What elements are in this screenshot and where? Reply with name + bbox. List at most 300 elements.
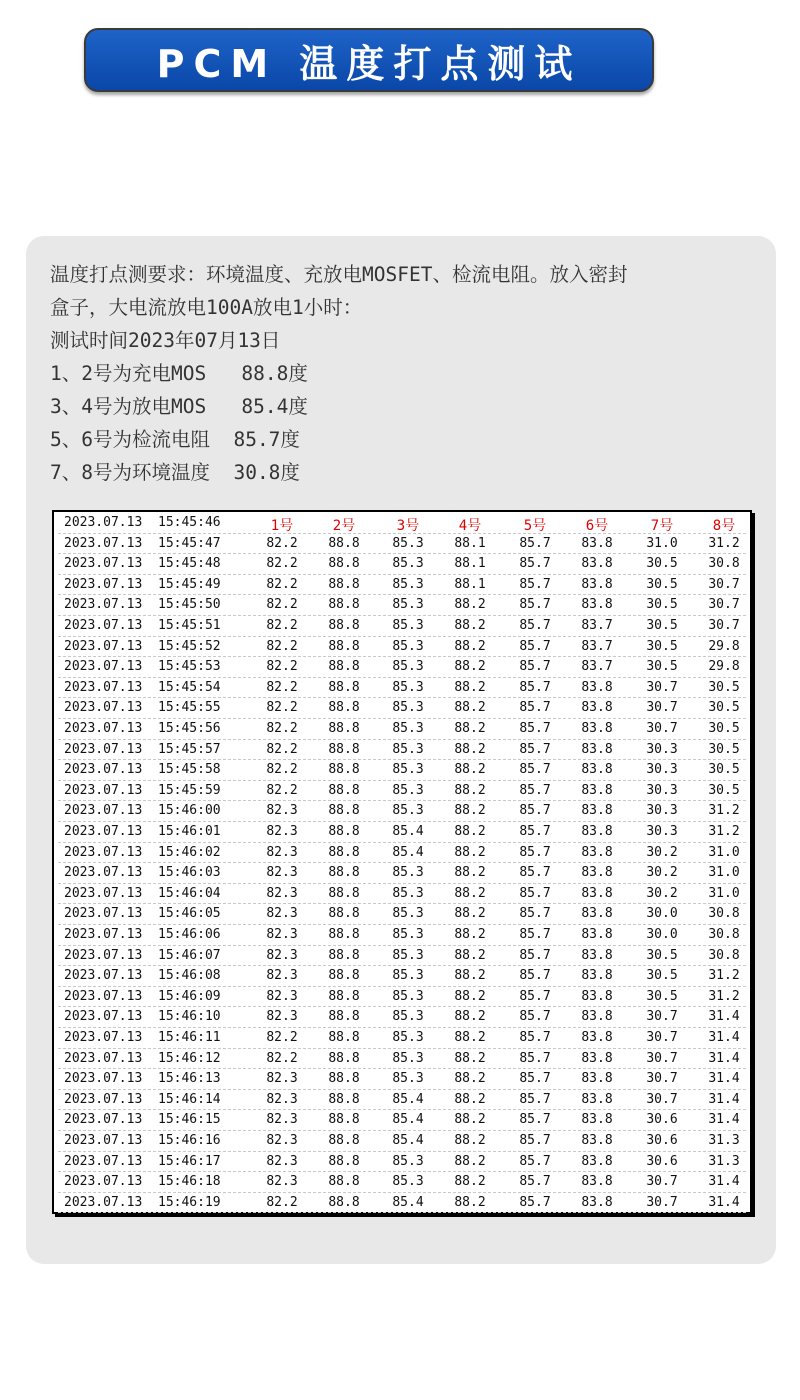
sensor-8-value: 31.4 (708, 1009, 740, 1025)
sensor-5-value: 85.7 (519, 803, 551, 819)
date-cell: 2023.07.13 (64, 679, 143, 695)
sensor-5-value: 85.7 (519, 700, 551, 716)
sensor-6-value: 83.8 (581, 927, 613, 942)
sensor-7-value: 30.7 (646, 1174, 678, 1190)
sensor-6-value: 83.8 (581, 741, 613, 757)
sensor-1-value: 82.2 (266, 638, 298, 654)
sensor-8-value: 30.8 (708, 906, 740, 922)
time-cell: 15:45:57 (158, 741, 221, 757)
sensor-5-value: 85.7 (519, 721, 551, 736)
sensor-5-value: 85.7 (519, 782, 551, 798)
note-line: 测试时间2023年07月13日 (50, 329, 281, 352)
sensor-4-value: 88.2 (454, 906, 486, 922)
sensor-2-value: 88.8 (328, 535, 360, 551)
sensor-7-value: 30.7 (646, 1071, 678, 1087)
sensor-4-value: 88.2 (454, 844, 486, 860)
table-row (58, 1131, 746, 1152)
sensor-4-value: 88.2 (454, 803, 486, 819)
sensor-1-value: 82.2 (266, 576, 298, 592)
date-cell: 2023.07.13 (64, 1030, 143, 1045)
sensor-1-value: 82.3 (266, 1112, 298, 1128)
sensor-4-value: 88.2 (454, 659, 486, 675)
table-row (58, 904, 746, 925)
table-header-row (58, 513, 746, 534)
time-cell: 15:46:14 (158, 1091, 221, 1107)
sensor-label-5: 5号 (523, 518, 547, 534)
sensor-3-value: 85.3 (392, 1071, 424, 1087)
sensor-5-value: 85.7 (519, 1174, 551, 1190)
sensor-7-value: 30.3 (646, 803, 678, 819)
sensor-1-value: 82.2 (266, 679, 298, 695)
table-row (58, 884, 746, 905)
time-cell: 15:46:02 (158, 844, 221, 860)
sensor-2-value: 88.8 (328, 1030, 360, 1045)
table-row (58, 925, 746, 946)
time-cell: 15:45:52 (158, 638, 221, 654)
sensor-5-value: 85.7 (519, 576, 551, 592)
sensor-1-value: 82.3 (266, 1071, 298, 1087)
sensor-1-value: 82.2 (266, 618, 298, 633)
temperature-log-table (52, 510, 752, 1214)
sensor-5-value: 85.7 (519, 906, 551, 922)
sensor-2-value: 88.8 (328, 1133, 360, 1148)
header-time-cell: 15:45:46 (158, 515, 221, 530)
sensor-4-value: 88.2 (454, 1091, 486, 1107)
table-row (58, 863, 746, 884)
sensor-6-value: 83.8 (581, 1050, 613, 1066)
table-row (58, 719, 746, 740)
sensor-3-value: 85.4 (392, 1133, 424, 1148)
sensor-7-value: 30.7 (646, 1050, 678, 1066)
sensor-5-value: 85.7 (519, 1071, 551, 1087)
sensor-1-value: 82.2 (266, 721, 298, 736)
time-cell: 15:45:49 (158, 576, 221, 592)
sensor-1-value: 82.3 (266, 1009, 298, 1025)
sensor-2-value: 88.8 (328, 803, 360, 819)
sensor-3-value: 85.3 (392, 618, 424, 633)
sensor-1-value: 82.2 (266, 556, 298, 572)
date-cell: 2023.07.13 (64, 947, 143, 963)
sensor-4-value: 88.2 (454, 721, 486, 736)
table-row (58, 946, 746, 967)
sensor-3-value: 85.3 (392, 988, 424, 1004)
sensor-5-value: 85.7 (519, 927, 551, 942)
time-cell: 15:46:00 (158, 803, 221, 819)
sensor-5-value: 85.7 (519, 865, 551, 881)
note-line: 盒子，大电流放电100A放电1小时： (50, 296, 363, 319)
table-row (58, 822, 746, 843)
sensor-2-value: 88.8 (328, 700, 360, 716)
sensor-3-value: 85.4 (392, 1112, 424, 1128)
sensor-8-value: 30.7 (708, 576, 740, 592)
sensor-5-value: 85.7 (519, 659, 551, 675)
sensor-2-value: 88.8 (328, 865, 360, 881)
sensor-8-value: 31.2 (708, 535, 740, 551)
sensor-5-value: 85.7 (519, 597, 551, 613)
sensor-2-value: 88.8 (328, 782, 360, 798)
sensor-6-value: 83.8 (581, 824, 613, 839)
sensor-7-value: 30.6 (646, 1153, 678, 1169)
table-row (58, 1152, 746, 1173)
sensor-6-value: 83.8 (581, 968, 613, 984)
note-line: 3、4号为放电MOS 85.4度 (50, 395, 308, 418)
sensor-4-value: 88.2 (454, 762, 486, 778)
date-cell: 2023.07.13 (64, 556, 143, 572)
table-row (58, 1069, 746, 1090)
sensor-7-value: 30.2 (646, 865, 678, 881)
table-row (58, 1028, 746, 1049)
sensor-7-value: 30.2 (646, 844, 678, 860)
title-banner (84, 28, 654, 92)
sensor-2-value: 88.8 (328, 927, 360, 942)
sensor-2-value: 88.8 (328, 968, 360, 984)
sensor-8-value: 31.2 (708, 824, 740, 839)
sensor-1-value: 82.3 (266, 844, 298, 860)
time-cell: 15:46:04 (158, 885, 221, 901)
time-cell: 15:45:59 (158, 782, 221, 798)
time-cell: 15:45:47 (158, 535, 221, 551)
sensor-7-value: 30.5 (646, 968, 678, 984)
table-row (58, 1193, 746, 1214)
sensor-7-value: 30.5 (646, 556, 678, 572)
note-line: 1、2号为充电MOS 88.8度 (50, 362, 308, 385)
sensor-5-value: 85.7 (519, 618, 551, 633)
sensor-8-value: 31.3 (708, 1133, 740, 1148)
sensor-8-value: 31.4 (708, 1071, 740, 1087)
sensor-2-value: 88.8 (328, 638, 360, 654)
sensor-6-value: 83.8 (581, 679, 613, 695)
date-cell: 2023.07.13 (64, 1112, 143, 1128)
date-cell: 2023.07.13 (64, 597, 143, 613)
sensor-6-value: 83.8 (581, 576, 613, 592)
sensor-2-value: 88.8 (328, 576, 360, 592)
sensor-7-value: 30.3 (646, 824, 678, 839)
sensor-2-value: 88.8 (328, 1153, 360, 1169)
sensor-7-value: 30.5 (646, 638, 678, 654)
date-cell: 2023.07.13 (64, 741, 143, 757)
date-cell: 2023.07.13 (64, 1174, 143, 1190)
sensor-8-value: 31.2 (708, 968, 740, 984)
time-cell: 15:45:48 (158, 556, 221, 572)
sensor-5-value: 85.7 (519, 988, 551, 1004)
sensor-4-value: 88.2 (454, 1194, 486, 1210)
sensor-3-value: 85.3 (392, 782, 424, 798)
date-cell: 2023.07.13 (64, 782, 143, 798)
note-line: 5、6号为检流电阻 85.7度 (50, 428, 300, 451)
sensor-label-6: 6号 (585, 518, 609, 534)
sensor-5-value: 85.7 (519, 1091, 551, 1107)
sensor-6-value: 83.8 (581, 1112, 613, 1128)
table-row (58, 760, 746, 781)
sensor-4-value: 88.2 (454, 638, 486, 654)
table-row (58, 1007, 746, 1028)
sensor-8-value: 30.7 (708, 597, 740, 613)
sensor-label-8: 8号 (712, 518, 736, 534)
sensor-6-value: 83.8 (581, 844, 613, 860)
sensor-3-value: 85.3 (392, 659, 424, 675)
sensor-1-value: 82.2 (266, 597, 298, 613)
time-cell: 15:46:19 (158, 1194, 221, 1210)
sensor-3-value: 85.3 (392, 741, 424, 757)
sensor-8-value: 31.4 (708, 1050, 740, 1066)
sensor-4-value: 88.2 (454, 782, 486, 798)
time-cell: 15:45:50 (158, 597, 221, 613)
sensor-1-value: 82.3 (266, 968, 298, 984)
sensor-8-value: 30.8 (708, 927, 740, 942)
sensor-8-value: 30.5 (708, 679, 740, 695)
sensor-4-value: 88.2 (454, 1009, 486, 1025)
sensor-5-value: 85.7 (519, 1153, 551, 1169)
date-cell: 2023.07.13 (64, 865, 143, 881)
sensor-8-value: 31.4 (708, 1030, 740, 1045)
sensor-8-value: 31.4 (708, 1174, 740, 1190)
sensor-7-value: 30.5 (646, 659, 678, 675)
sensor-6-value: 83.8 (581, 1133, 613, 1148)
date-cell: 2023.07.13 (64, 927, 143, 942)
sensor-6-value: 83.7 (581, 618, 613, 633)
time-cell: 15:46:15 (158, 1112, 221, 1128)
sensor-2-value: 88.8 (328, 679, 360, 695)
sensor-8-value: 30.8 (708, 556, 740, 572)
sensor-6-value: 83.8 (581, 1153, 613, 1169)
time-cell: 15:46:06 (158, 927, 221, 942)
time-cell: 15:46:08 (158, 968, 221, 984)
note-line: 7、8号为环境温度 30.8度 (50, 461, 300, 484)
sensor-2-value: 88.8 (328, 762, 360, 778)
sensor-label-4: 4号 (458, 518, 482, 534)
time-cell: 15:45:51 (158, 618, 221, 633)
time-cell: 15:46:07 (158, 947, 221, 963)
date-cell: 2023.07.13 (64, 1071, 143, 1087)
sensor-6-value: 83.8 (581, 535, 613, 551)
date-cell: 2023.07.13 (64, 1091, 143, 1107)
time-cell: 15:46:11 (158, 1030, 221, 1045)
time-cell: 15:46:03 (158, 865, 221, 881)
sensor-2-value: 88.8 (328, 659, 360, 675)
sensor-8-value: 31.3 (708, 1153, 740, 1169)
date-cell: 2023.07.13 (64, 844, 143, 860)
table-row (58, 781, 746, 802)
note-line: 温度打点测要求：环境温度、充放电MOSFET、检流电阻。放入密封 (50, 263, 628, 286)
sensor-3-value: 85.3 (392, 1153, 424, 1169)
sensor-2-value: 88.8 (328, 1194, 360, 1210)
sensor-4-value: 88.2 (454, 1153, 486, 1169)
sensor-3-value: 85.3 (392, 885, 424, 901)
sensor-7-value: 30.3 (646, 782, 678, 798)
sensor-3-value: 85.4 (392, 1091, 424, 1107)
sensor-7-value: 30.7 (646, 1009, 678, 1025)
sensor-1-value: 82.3 (266, 1153, 298, 1169)
sensor-8-value: 31.4 (708, 1194, 740, 1210)
time-cell: 15:46:05 (158, 906, 221, 922)
sensor-4-value: 88.2 (454, 968, 486, 984)
sensor-5-value: 85.7 (519, 1030, 551, 1045)
table-row (58, 966, 746, 987)
date-cell: 2023.07.13 (64, 824, 143, 839)
sensor-3-value: 85.3 (392, 906, 424, 922)
sensor-6-value: 83.8 (581, 721, 613, 736)
sensor-5-value: 85.7 (519, 1112, 551, 1128)
sensor-5-value: 85.7 (519, 1050, 551, 1066)
sensor-label-2: 2号 (332, 518, 356, 534)
table-row (58, 698, 746, 719)
table-row (58, 554, 746, 575)
sensor-1-value: 82.3 (266, 865, 298, 881)
sensor-4-value: 88.2 (454, 700, 486, 716)
sensor-4-value: 88.1 (454, 556, 486, 572)
sensor-5-value: 85.7 (519, 968, 551, 984)
table-row (58, 987, 746, 1008)
sensor-4-value: 88.2 (454, 1050, 486, 1066)
sensor-3-value: 85.3 (392, 865, 424, 881)
sensor-8-value: 31.2 (708, 803, 740, 819)
sensor-3-value: 85.3 (392, 1009, 424, 1025)
sensor-7-value: 30.7 (646, 1030, 678, 1045)
date-cell: 2023.07.13 (64, 659, 143, 675)
sensor-8-value: 29.8 (708, 659, 740, 675)
date-cell: 2023.07.13 (64, 762, 143, 778)
sensor-2-value: 88.8 (328, 988, 360, 1004)
sensor-1-value: 82.3 (266, 824, 298, 839)
sensor-2-value: 88.8 (328, 597, 360, 613)
sensor-6-value: 83.8 (581, 762, 613, 778)
sensor-4-value: 88.2 (454, 865, 486, 881)
sensor-1-value: 82.3 (266, 927, 298, 942)
sensor-8-value: 30.5 (708, 721, 740, 736)
table-row (58, 657, 746, 678)
sensor-4-value: 88.2 (454, 947, 486, 963)
table-row (58, 637, 746, 658)
date-cell: 2023.07.13 (64, 885, 143, 901)
sensor-5-value: 85.7 (519, 638, 551, 654)
sensor-3-value: 85.3 (392, 721, 424, 736)
sensor-7-value: 31.0 (646, 535, 678, 551)
sensor-6-value: 83.8 (581, 885, 613, 901)
time-cell: 15:46:12 (158, 1050, 221, 1066)
sensor-1-value: 82.3 (266, 803, 298, 819)
sensor-2-value: 88.8 (328, 618, 360, 633)
sensor-8-value: 30.7 (708, 618, 740, 633)
sensor-1-value: 82.3 (266, 1174, 298, 1190)
sensor-7-value: 30.3 (646, 741, 678, 757)
table-row (58, 740, 746, 761)
sensor-6-value: 83.7 (581, 638, 613, 654)
sensor-4-value: 88.1 (454, 576, 486, 592)
sensor-5-value: 85.7 (519, 844, 551, 860)
date-cell: 2023.07.13 (64, 1009, 143, 1025)
date-cell: 2023.07.13 (64, 618, 143, 633)
sensor-4-value: 88.2 (454, 1174, 486, 1190)
sensor-5-value: 85.7 (519, 535, 551, 551)
sensor-8-value: 30.5 (708, 782, 740, 798)
sensor-7-value: 30.7 (646, 679, 678, 695)
sensor-7-value: 30.5 (646, 988, 678, 1004)
sensor-7-value: 30.5 (646, 597, 678, 613)
sensor-5-value: 85.7 (519, 679, 551, 695)
time-cell: 15:45:54 (158, 679, 221, 695)
sensor-3-value: 85.3 (392, 1050, 424, 1066)
page-title: PCM 温度打点测试 (156, 41, 582, 86)
sensor-6-value: 83.8 (581, 782, 613, 798)
sensor-2-value: 88.8 (328, 947, 360, 963)
sensor-1-value: 82.2 (266, 535, 298, 551)
date-cell: 2023.07.13 (64, 1133, 143, 1148)
sensor-6-value: 83.8 (581, 1174, 613, 1190)
sensor-8-value: 31.0 (708, 885, 740, 901)
header-date-cell: 2023.07.13 (64, 515, 143, 530)
table-row (58, 843, 746, 864)
sensor-2-value: 88.8 (328, 1112, 360, 1128)
sensor-1-value: 82.3 (266, 947, 298, 963)
table-row (58, 1110, 746, 1131)
date-cell: 2023.07.13 (64, 638, 143, 654)
sensor-5-value: 85.7 (519, 824, 551, 839)
sensor-8-value: 31.2 (708, 988, 740, 1004)
table-row (58, 678, 746, 699)
sensor-5-value: 85.7 (519, 1009, 551, 1025)
sensor-7-value: 30.0 (646, 927, 678, 942)
sensor-3-value: 85.3 (392, 679, 424, 695)
date-cell: 2023.07.13 (64, 1194, 143, 1210)
date-cell: 2023.07.13 (64, 700, 143, 716)
test-notes (50, 258, 770, 489)
table-row (58, 575, 746, 596)
table-row (58, 534, 746, 555)
sensor-8-value: 30.5 (708, 700, 740, 716)
time-cell: 15:46:17 (158, 1153, 221, 1169)
date-cell: 2023.07.13 (64, 906, 143, 922)
sensor-8-value: 30.8 (708, 947, 740, 963)
table-row (58, 595, 746, 616)
sensor-4-value: 88.2 (454, 1112, 486, 1128)
date-cell: 2023.07.13 (64, 968, 143, 984)
sensor-2-value: 88.8 (328, 741, 360, 757)
sensor-6-value: 83.8 (581, 1009, 613, 1025)
sensor-5-value: 85.7 (519, 556, 551, 572)
sensor-7-value: 30.5 (646, 618, 678, 633)
sensor-4-value: 88.2 (454, 988, 486, 1004)
date-cell: 2023.07.13 (64, 1153, 143, 1169)
sensor-3-value: 85.3 (392, 927, 424, 942)
sensor-3-value: 85.3 (392, 535, 424, 551)
date-cell: 2023.07.13 (64, 721, 143, 736)
table-row (58, 1090, 746, 1111)
time-cell: 15:46:10 (158, 1009, 221, 1025)
sensor-6-value: 83.8 (581, 803, 613, 819)
sensor-4-value: 88.2 (454, 741, 486, 757)
sensor-2-value: 88.8 (328, 1009, 360, 1025)
sensor-6-value: 83.8 (581, 1030, 613, 1045)
sensor-1-value: 82.2 (266, 741, 298, 757)
sensor-8-value: 31.4 (708, 1112, 740, 1128)
date-cell: 2023.07.13 (64, 988, 143, 1004)
date-cell: 2023.07.13 (64, 535, 143, 551)
sensor-3-value: 85.3 (392, 803, 424, 819)
date-cell: 2023.07.13 (64, 803, 143, 819)
sensor-5-value: 85.7 (519, 885, 551, 901)
sensor-label-1: 1号 (270, 518, 294, 534)
time-cell: 15:46:09 (158, 988, 221, 1004)
sensor-2-value: 88.8 (328, 721, 360, 736)
sensor-3-value: 85.3 (392, 576, 424, 592)
sensor-5-value: 85.7 (519, 1194, 551, 1210)
sensor-3-value: 85.3 (392, 947, 424, 963)
time-cell: 15:45:55 (158, 700, 221, 716)
time-cell: 15:46:18 (158, 1174, 221, 1190)
time-cell: 15:46:01 (158, 824, 221, 839)
sensor-6-value: 83.7 (581, 659, 613, 675)
sensor-1-value: 82.2 (266, 700, 298, 716)
